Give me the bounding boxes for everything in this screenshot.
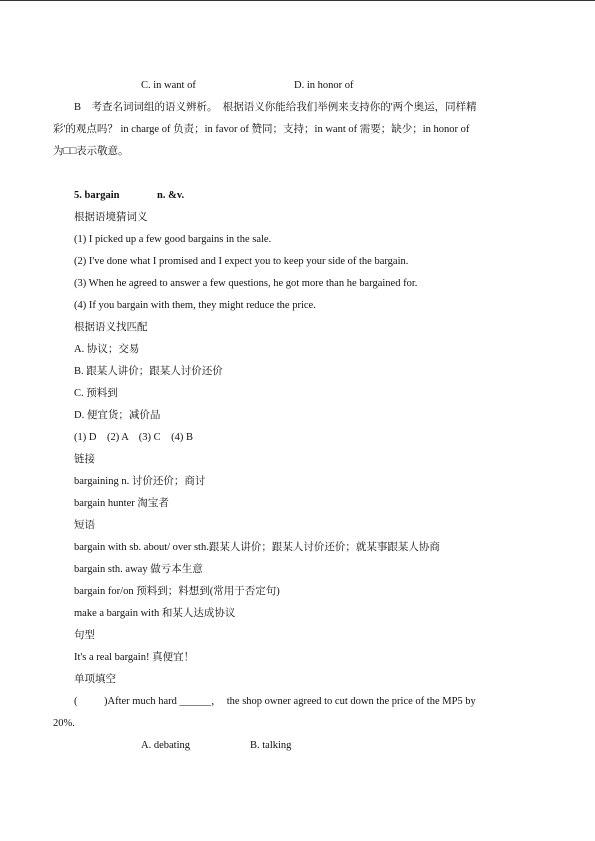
example-sentence: (2) I've done what I promised and I expect you to keep your side of the bargain. <box>74 256 409 267</box>
question-text-cont: 20%. <box>53 718 75 729</box>
explanation-line-2: 彩'的观点吗？ in charge of 负责；in favor of 赞同；支持；in want of 需要；缺少；in honor of <box>53 124 470 135</box>
answer-key: (1) D (2) A (3) C (4) B <box>74 432 193 443</box>
entry-heading: 5. bargain <box>74 190 120 201</box>
page-top-rule <box>0 0 595 1</box>
explanation-line-1: B 考查名词词组的语义辨析。 根据语义你能给我们举例来支持你的'两个奥运，同样精 <box>74 102 477 113</box>
meaning-option: C. 预料到 <box>74 388 118 399</box>
section-title-pattern: 句型 <box>74 630 95 641</box>
meaning-option: B. 跟某人讲价；跟某人讨价还价 <box>74 366 223 377</box>
section-title-phrases: 短语 <box>74 520 95 531</box>
section-title-match: 根据语义找匹配 <box>74 322 148 333</box>
option-d: D. in honor of <box>294 80 354 91</box>
entry-part-of-speech: n. &v. <box>157 190 185 201</box>
link-item: bargaining n. 讨价还价；商讨 <box>74 476 206 487</box>
phrase-item: bargain with sb. about/ over sth.跟某人讲价；跟某人讨价还价；就某事跟某人协商 <box>74 542 440 553</box>
option-b: B. talking <box>250 740 292 751</box>
option-a: A. debating <box>141 740 190 751</box>
meaning-option: D. 便宜货；减价品 <box>74 410 161 421</box>
phrase-item: make a bargain with 和某人达成协议 <box>74 608 236 619</box>
meaning-option: A. 协议；交易 <box>74 344 140 355</box>
example-sentence: (4) If you bargain with them, they might reduce the price. <box>74 300 316 311</box>
question-paren: ( <box>74 696 78 707</box>
link-item: bargain hunter 淘宝者 <box>74 498 169 509</box>
section-title-exercise: 单项填空 <box>74 674 116 685</box>
example-sentence: (3) When he agreed to answer a few questions, he got more than he bargained for. <box>74 278 418 289</box>
example-sentence: (1) I picked up a few good bargains in the sale. <box>74 234 272 245</box>
section-title-link: 链接 <box>74 454 95 465</box>
sentence-pattern: It's a real bargain! 真便宜！ <box>74 652 195 663</box>
option-c: C. in want of <box>141 80 196 91</box>
phrase-item: bargain sth. away 做亏本生意 <box>74 564 203 575</box>
explanation-line-3: 为□□表示敬意。 <box>53 146 129 157</box>
phrase-item: bargain for/on 预料到；料想到(常用于否定句) <box>74 586 280 597</box>
section-title-guess: 根据语境猜词义 <box>74 212 148 223</box>
question-text: )After much hard ______， the shop owner agreed to cut down the price of the MP5 by <box>104 696 476 707</box>
